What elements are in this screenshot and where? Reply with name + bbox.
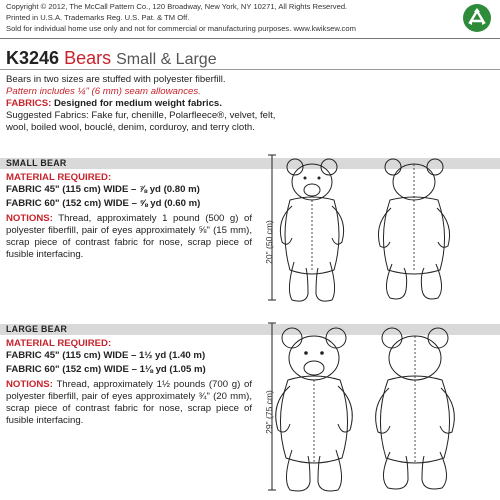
large-notions-text: Thread, approximately 1½ pounds (700 g) of polyester fiberfill, pair of eyes approximately ¾" (20 mm), scrap piece of contrast fabric for nose, scrap piece of fusible interfacing. [6, 379, 252, 426]
pattern-number: K3246 [6, 48, 60, 68]
recycle-icon [462, 3, 492, 33]
large-fabric-45: FABRIC 45" (115 cm) WIDE – 1½ yd (1.40 m) [6, 350, 206, 361]
small-bear-header: SMALL BEAR [0, 158, 500, 169]
large-material-label: MATERIAL REQUIRED: [6, 338, 112, 349]
small-material-label: MATERIAL REQUIRED: [6, 172, 112, 183]
large-fabric-60: FABRIC 60" (152 cm) WIDE – 1⅛ yd (1.05 m) [6, 364, 206, 375]
intro-seam-allowance: Pattern includes ¼" (6 mm) seam allowances. [6, 86, 201, 97]
small-fabric-45: FABRIC 45" (115 cm) WIDE – ⅞ yd (0.80 m) [6, 184, 200, 195]
small-notions-text: Thread, approximately 1 pound (500 g) of polyester fiberfill, pair of eyes approximately ⅝" (15 mm), scrap piece of contrast fabric for nose, scrap piece of fusible interfacing. [6, 213, 252, 260]
large-notions [6, 379, 252, 427]
small-notions [6, 213, 252, 261]
pattern-title [6, 48, 217, 69]
pattern-subtitle: Small & Large [116, 51, 217, 68]
intro-line-1: Bears in two sizes are stuffed with polyester fiberfill. [6, 74, 226, 85]
small-bear-illustration [262, 150, 500, 310]
small-notions-label: NOTIONS: [6, 213, 53, 224]
pattern-name: Bears [64, 48, 112, 68]
title-divider [0, 69, 500, 70]
fabrics-line [6, 98, 222, 110]
fabrics-text: Designed for medium weight fabrics. [53, 98, 222, 109]
large-bear-header: LARGE BEAR [0, 324, 500, 335]
header-divider [0, 38, 500, 39]
small-fabric-60: FABRIC 60" (152 cm) WIDE – ⅝ yd (0.60 m) [6, 198, 201, 209]
suggested-fabrics: Suggested Fabrics: Fake fur, chenille, Polarfleece®, velvet, felt, wool, boiled wool, bouclé, denim, corduroy, and terry cloth. [6, 110, 276, 133]
copyright-line-3: Sold for individual home use only and not for commercial or manufacturing purposes. www.kwiksew.com [6, 24, 356, 33]
large-bear-height: 29" (75 cm) [264, 390, 274, 434]
copyright-line-2: Printed in U.S.A. Trademarks Reg. U.S. Pat. & TM Off. [6, 13, 190, 22]
small-bear-height: 20" (50 cm) [264, 220, 274, 264]
large-notions-label: NOTIONS: [6, 379, 53, 390]
fabrics-label: FABRICS: [6, 98, 52, 109]
copyright-line-1: Copyright © 2012, The McCall Pattern Co., 120 Broadway, New York, NY 10271, All Rights Reserved. [6, 2, 348, 11]
large-bear-illustration [262, 318, 500, 498]
